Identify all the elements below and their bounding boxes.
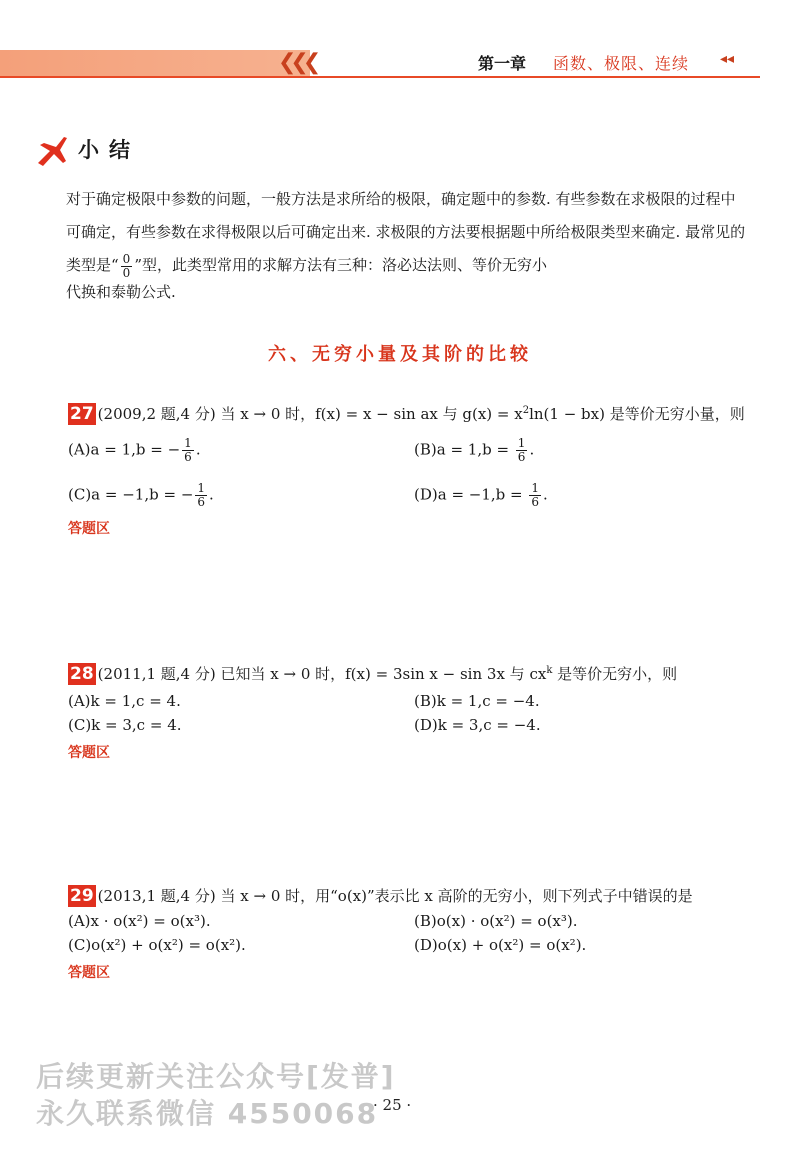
option-b: (B)k = 1,c = −4. [414,692,540,710]
option-b-fraction [516,437,528,464]
problem-number: 29 [70,886,94,906]
arrow-decoration-icon: ◂◂ [720,51,735,67]
option-d-text: (D)a = −1,b = [414,485,528,504]
problem-source: (2011,1 题,4 分) [97,665,216,683]
fraction-denominator: 6 [184,450,192,464]
chapter-title: 函数、极限、连续 [553,54,690,73]
option-a-text: (A)a = 1,b = − [68,440,181,459]
fraction-numerator: 1 [184,436,192,450]
problem-text-cont: ln(1 − bx) 是等价无穷小量，则 [529,405,745,423]
option-b-text: (B)a = 1,b = [414,440,514,459]
fraction-numerator: 1 [531,481,540,495]
problem-28-stem [68,663,677,685]
header-title-area [310,50,760,76]
option-d: (D)o(x) + o(x²) = o(x²). [414,936,587,954]
fraction-numerator: 0 [122,251,131,266]
option-d-fraction [529,482,541,509]
option-a-fraction [182,437,194,464]
option-c: (C)a = −1,b = − $\frac{1}{6}$ . [68,481,214,509]
problem-source: (2009,2 题,4 分) [97,405,216,423]
summary-title: 小结 [78,138,140,162]
problem-text: 当 x → 0 时，f(x) = x − sin ax 与 g(x) = x [215,405,523,423]
problem-text-cont: 是等价无穷小，则 [552,665,678,683]
option-c-text: (C)a = −1,b = − [68,485,194,504]
chevron-decoration-icon: ❮❮❮ [278,50,316,75]
problem-number: 27 [70,404,94,424]
airplane-icon [36,133,70,171]
option-c-fraction [195,482,207,509]
answer-area-label: 答题区 [68,745,110,761]
option-d: (D)k = 3,c = −4. [414,716,541,734]
problem-number: 28 [70,664,94,684]
option-a: (A)x · o(x²) = o(x³). [68,912,211,930]
answer-area-label: 答题区 [68,965,110,981]
fraction-numerator: 1 [517,436,526,450]
summary-text-part1: 对于确定极限中参数的问题，一般方法是求所给的极限，确定题中的参数. 有些参数在求极限的过程中可确定，有些参数在求得极限以后可确定出来. 求极限的方法要根据题中所给极限类型来确定. 最常见的类型是“ [66,190,746,274]
chapter-label: 第一章 [478,54,527,73]
page-number: · 25 · [373,1096,412,1114]
fraction-denominator: 6 [197,495,206,509]
problem-29-stem [68,885,693,907]
problem-text: 当 x → 0 时，用“o(x)”表示比 x 高阶的无穷小，则下列式子中错误的是 [215,887,693,905]
problem-27-stem [68,403,745,425]
problem-source: (2013,1 题,4 分) [97,887,216,905]
problem-text: 已知当 x → 0 时，f(x) = 3sin x − sin 3x 与 cx [215,665,547,683]
header-rule [0,76,760,78]
option-a: (A)k = 1,c = 4. [68,692,181,710]
fraction-numerator: 1 [197,481,206,495]
fraction-denominator: 6 [531,495,540,509]
fraction-denominator: 6 [517,450,526,464]
fraction [121,253,133,280]
watermark-line-2: 永久联系微信 4550068 [36,1097,379,1130]
answer-area-label: 答题区 [68,521,110,537]
option-b: (B)o(x) · o(x²) = o(x³). [414,912,578,930]
section-heading: 六、无穷小量及其阶的比较 [268,344,532,365]
option-a: (A)a = 1,b = − $\frac{1}{6}$ . [68,436,201,464]
problem-superscript: k [546,665,553,676]
summary-paragraph [66,183,746,282]
watermark-line-1: 后续更新关注公众号[发普] [36,1060,396,1093]
option-d: (D)a = −1,b = $\frac{1}{6}$ . [414,481,548,509]
option-c: (C)k = 3,c = 4. [68,716,182,734]
summary-last-line: 代换和泰勒公式. [66,283,176,301]
option-b: (B)a = 1,b = $\frac{1}{6}$ . [414,436,535,464]
summary-text-part2: ”型，此类型常用的求解方法有三种：洛必达法则、等价无穷小 [134,256,547,274]
fraction-denominator: 0 [122,265,131,280]
option-c: (C)o(x²) + o(x²) = o(x²). [68,936,246,954]
problem-superscript: 2 [522,405,530,416]
